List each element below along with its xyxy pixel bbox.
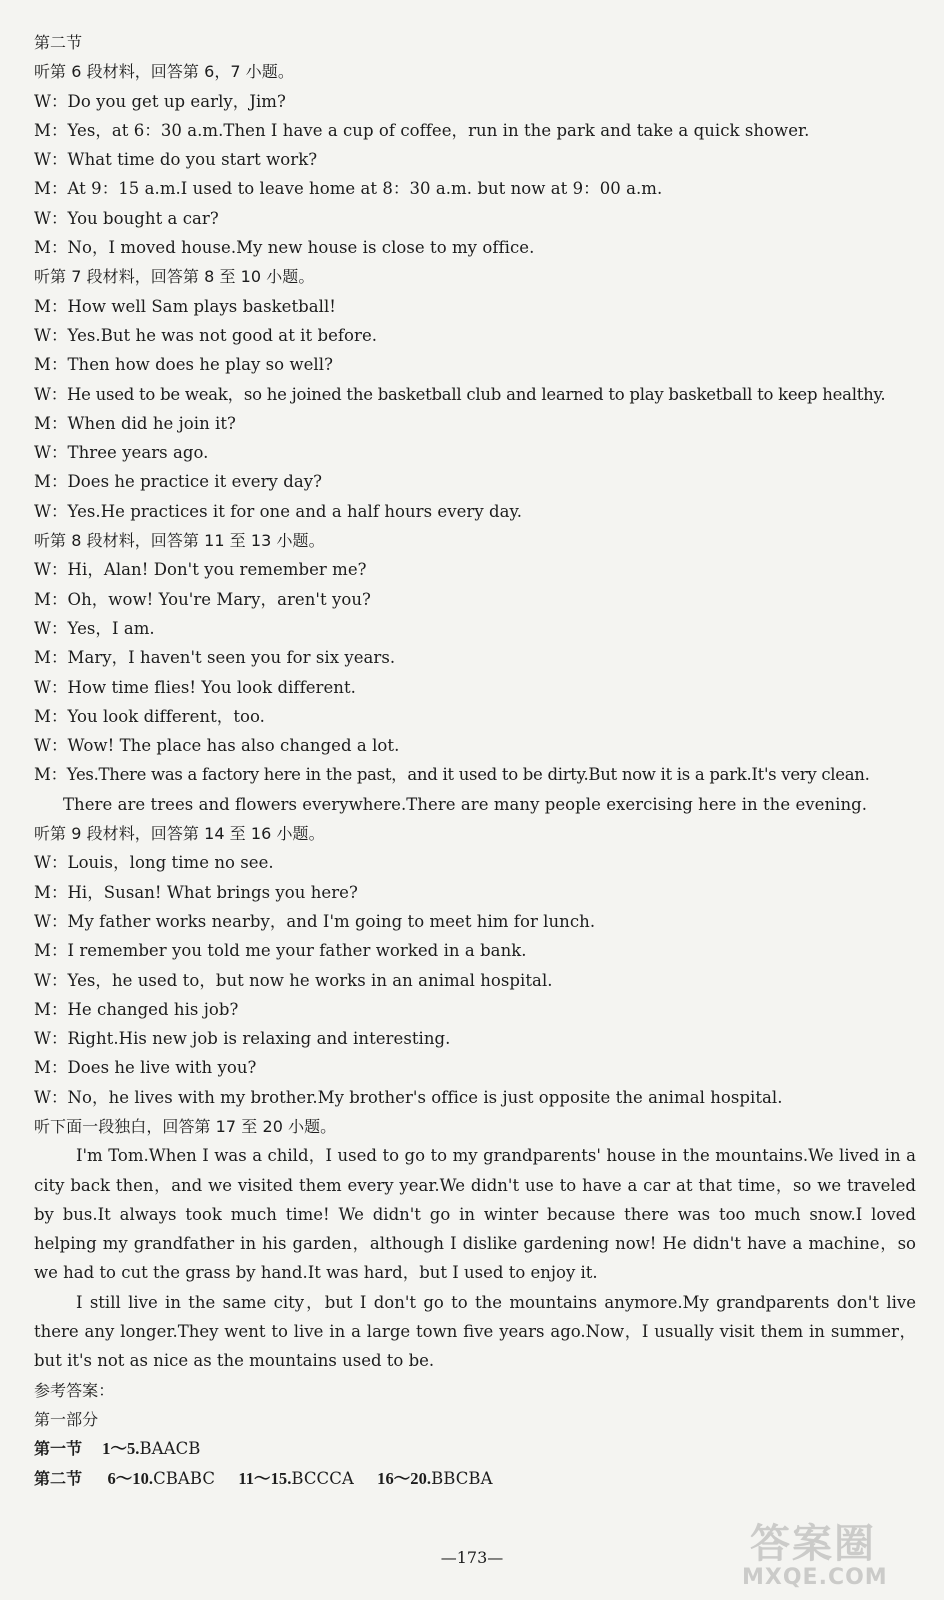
answer-range: 11～15. bbox=[238, 1468, 292, 1488]
dialogue-line: W：Louis，long time no see. bbox=[34, 853, 274, 873]
dialogue-line: W：Yes.But he was not good at it before. bbox=[34, 325, 378, 345]
watermark-logo bbox=[742, 1512, 932, 1590]
dialogue-continuation: There are trees and flowers everywhere.There are many people exercising here in the evening. bbox=[63, 794, 868, 814]
answers-section1 bbox=[34, 1434, 916, 1463]
answer-group bbox=[107, 1469, 215, 1488]
dialogue-line: W：What time do you start work? bbox=[34, 150, 318, 170]
answer-range: 6～10. bbox=[107, 1468, 154, 1488]
text9-instruction: 听第 9 段材料，回答第 14 至 16 小题。 bbox=[34, 824, 325, 844]
dialogue-line: M：Oh，wow! You're Mary，aren't you? bbox=[34, 589, 371, 609]
dialogue-line: M：Does he practice it every day? bbox=[34, 472, 322, 492]
dialogue-line: W：Yes，I am. bbox=[34, 618, 155, 638]
document-page bbox=[34, 28, 916, 1493]
answers-title: 参考答案： bbox=[34, 1380, 115, 1400]
dialogue-line: M：Hi，Susan! What brings you here? bbox=[34, 882, 358, 902]
text6-instruction: 听第 6 段材料，回答第 6，7 小题。 bbox=[34, 62, 294, 82]
dialogue-line: M：No，I moved house.My new house is close to my office. bbox=[34, 238, 535, 258]
answers-section2 bbox=[34, 1464, 916, 1493]
dialogue-line: M：When did he join it? bbox=[34, 413, 236, 433]
answer-range: 16～20. bbox=[377, 1468, 432, 1488]
dialogue-line: W：My father works nearby，and I'm going to meet him for lunch. bbox=[34, 911, 596, 931]
dialogue-line: W：Yes，he used to，but now he works in an animal hospital. bbox=[34, 970, 553, 990]
dialogue-line: M：At 9：15 a.m.I used to leave home at 8：30 a.m. but now at 9：00 a.m. bbox=[34, 179, 663, 199]
dialogue-line: W：Do you get up early，Jim? bbox=[34, 91, 286, 111]
section2-title: 第二节 bbox=[34, 33, 83, 52]
answer-range: 1～5. bbox=[102, 1439, 140, 1459]
text7-instruction: 听第 7 段材料，回答第 8 至 10 小题。 bbox=[34, 267, 315, 287]
answer-key: BBCBA bbox=[431, 1468, 493, 1488]
monologue-instruction: 听下面一段独白，回答第 17 至 20 小题。 bbox=[34, 1116, 337, 1136]
dialogue-line: W：You bought a car? bbox=[34, 208, 219, 228]
watermark-bottom-text: MXQE.COM bbox=[742, 1565, 888, 1590]
answer-key: BCCCA bbox=[291, 1468, 354, 1488]
answer-key: CBABC bbox=[153, 1468, 216, 1488]
monologue-paragraph-1: I'm Tom.When I was a child，I used to go to my grandparents' house in the mountains.We lived in a city back then，and we visited them every year.We didn't use to have a car at that time，so we traveled by bus.It always took much time! We didn't go in winter because there was too much snow.I loved helping my grandfather in his garden，although I dislike gardening now! He didn't have a machine，so we had to cut the grass by hand.It was hard，but I used to enjoy it. bbox=[34, 1146, 916, 1283]
dialogue-line: M：Yes，at 6：30 a.m.Then I have a cup of coffee，run in the park and take a quick shower. bbox=[34, 120, 810, 140]
dialogue-line: M：Does he live with you? bbox=[34, 1058, 257, 1078]
dialogue-line: M：Yes.There was a factory here in the past，and it used to be dirty.But now it is a park.It's very clean. bbox=[34, 765, 870, 785]
dialogue-line: W：Three years ago. bbox=[34, 443, 209, 463]
answers-section2-label: 第二节 bbox=[34, 1468, 83, 1488]
dialogue-line: M：Then how does he play so well? bbox=[34, 355, 333, 375]
dialogue-line: M：How well Sam plays basketball! bbox=[34, 296, 336, 316]
dialogue-line: M：You look different，too. bbox=[34, 706, 265, 726]
dialogue-line: W：Wow! The place has also changed a lot. bbox=[34, 736, 400, 756]
answers-section1-label: 第一节 bbox=[34, 1439, 83, 1459]
dialogue-line: W：Hi，Alan! Don't you remember me? bbox=[34, 560, 367, 580]
dialogue-line: W：He used to be weak，so he joined the basketball club and learned to play basketball to keep healthy. bbox=[34, 384, 886, 404]
dialogue-line: W：How time flies! You look different. bbox=[34, 677, 356, 697]
dialogue-line: M：Mary，I haven't seen you for six years. bbox=[34, 648, 396, 668]
answer-group bbox=[238, 1469, 354, 1488]
dialogue-line: W：Right.His new job is relaxing and interesting. bbox=[34, 1029, 451, 1049]
watermark-top-text: 答案圈 bbox=[750, 1521, 876, 1567]
dialogue-line: W：Yes.He practices it for one and a half hours every day. bbox=[34, 501, 523, 521]
monologue-paragraph-2: I still live in the same city，but I don't go to the mountains anymore.My grandparents don't live there any longer.They went to live in a large town five years ago.Now，I usually visit them in summer，but it's not as nice as the mountains used to be. bbox=[34, 1292, 916, 1371]
answer-group bbox=[377, 1469, 492, 1488]
dialogue-line: W：No，he lives with my brother.My brother's office is just opposite the animal hospital. bbox=[34, 1087, 783, 1107]
answers-part1: 第一部分 bbox=[34, 1409, 99, 1429]
dialogue-line: M：He changed his job? bbox=[34, 999, 239, 1019]
dialogue-line: M：I remember you told me your father worked in a bank. bbox=[34, 941, 527, 961]
answer-key: BAACB bbox=[139, 1439, 201, 1459]
text8-instruction: 听第 8 段材料，回答第 11 至 13 小题。 bbox=[34, 531, 325, 551]
page-number: —173— bbox=[440, 1548, 504, 1567]
